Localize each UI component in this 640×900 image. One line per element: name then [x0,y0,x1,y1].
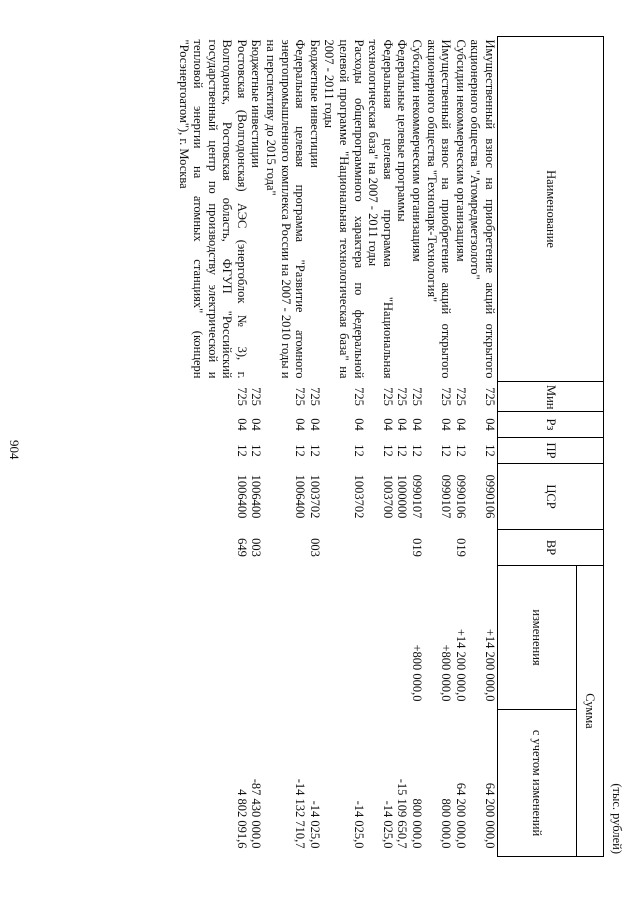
row-pr: 12 [293,444,308,457]
row-name: Ростовская (Волгодонская) АЭС (энергоблок № 3), г. Волгодонск, Ростовская область, ФГУП "Российский государственный центр по производству электрической и тепловой энергии на атомных станциях" (концерн "Росэнергоатом"), г. Москва [176,39,249,379]
row-pr: 12 [249,444,264,457]
row-name: Федеральная целевая программа "Национальная технологическая база" на 2007 - 2011 годы [366,39,395,379]
page-number: 904 [7,440,22,460]
row-total: -14 025,0 [351,800,366,849]
row-vr: 019 [453,538,468,557]
row-pr: 12 [483,444,497,457]
row-min: 725 [380,387,395,406]
row-name: Расходы общепрограммного характера по федеральной целевой программе "Национальная технологическая база" на 2007 - 2011 годы [322,39,366,379]
row-csr: 1006400 [293,474,308,519]
row-vr: 003 [249,538,264,557]
row-rz: 04 [293,418,308,431]
row-min: 725 [293,387,308,406]
header-pr: ПР [498,438,604,464]
row-min: 725 [439,387,454,406]
row-total: 64 200 000,0 [453,782,468,849]
row-vr: 019 [410,538,425,557]
row-pr: 12 [439,444,454,457]
row-name: Федеральные целевые программы [395,39,410,222]
row-min: 725 [410,387,425,406]
row-total: 64 200 000,0 [483,782,497,849]
table-row [409,37,424,857]
currency-note: (тыс. рублей) [610,783,624,854]
budget-table-sheet [142,36,624,856]
row-name: Бюджетные инвестиции [249,39,264,168]
row-pr: 12 [453,444,468,457]
row-rz: 04 [249,418,264,431]
row-pr: 12 [380,444,395,457]
table-row [366,37,395,857]
row-change [395,566,410,710]
row-csr: 0990107 [410,474,425,519]
row-rz: 04 [234,418,249,431]
budget-table [176,36,604,857]
row-pr: 12 [351,444,366,457]
row-rz: 04 [483,418,497,431]
row-min: 725 [351,387,366,406]
row-vr: 003 [307,538,322,557]
row-name: Имущественный взнос на приобретение акций открытого акционерного общества "Атомредметзолото" [468,39,497,379]
row-change [264,566,308,710]
row-pr: 12 [410,444,425,457]
row-min: 725 [483,387,497,406]
row-csr: 1000000 [395,474,410,519]
row-min: 725 [453,387,468,406]
table-row [264,37,308,857]
header-min: Мин [498,382,604,412]
row-total: 800 000,0 [439,798,454,849]
row-csr: 1006400 [234,474,249,519]
header-name: Наименование [498,37,604,382]
row-name: Субсидии некоммерческим организациям [453,39,468,262]
row-vr [395,530,410,566]
row-rz: 04 [439,418,454,431]
table-row [453,37,468,857]
row-vr: 649 [234,538,249,557]
row-csr: 1003702 [351,474,366,519]
row-vr [264,530,308,566]
row-csr: 0990107 [439,474,454,519]
table-row [395,37,410,857]
row-change [249,566,264,710]
row-csr: 0990106 [453,474,468,519]
row-min: 725 [395,387,410,406]
row-csr: 1006400 [249,474,264,519]
row-change: +14 200 000,0 [483,628,497,702]
header-vr: ВР [498,530,604,566]
row-pr: 12 [395,444,410,457]
row-csr: 1003700 [380,474,395,519]
row-csr: 0990106 [483,474,497,519]
row-change [176,566,249,710]
table-row [307,37,322,857]
header-change: изменения [498,566,577,710]
row-rz: 04 [453,418,468,431]
row-name: Бюджетные инвестиции [307,39,322,168]
row-rz: 04 [395,418,410,431]
row-min: 725 [307,387,322,406]
row-rz: 04 [351,418,366,431]
row-vr [468,530,498,566]
row-total: 800 000,0 [410,798,425,849]
row-vr [424,530,453,566]
row-name: Имущественный взнос на приобретение акций открытого акционерного общества "Технопарк-Технология" [424,39,454,379]
header-with-change: с учетом изменений [498,710,577,857]
row-name: Субсидии некоммерческим организациям [410,39,425,262]
row-total: -87 430 000,0 [249,778,264,849]
row-csr: 1003702 [307,474,322,519]
row-change: +800 000,0 [439,644,454,702]
row-rz: 04 [307,418,322,431]
row-change: +800 000,0 [410,644,425,702]
row-total: 4 802 091,6 [234,789,249,849]
table-row [322,37,366,857]
row-vr [322,530,366,566]
row-min: 725 [234,387,249,406]
row-rz: 04 [380,418,395,431]
row-min: 725 [249,387,264,406]
row-change: +14 200 000,0 [453,628,468,702]
row-rz: 04 [410,418,425,431]
row-total: -14 132 710,7 [293,778,308,849]
table-row [424,37,453,857]
row-vr [366,530,395,566]
header-rz: Рз [498,412,604,438]
header-sum: Сумма [577,566,604,857]
row-change [307,566,322,710]
table-row [468,37,498,857]
table-row [249,37,264,857]
row-total: -14 025,0 [380,800,395,849]
row-pr: 12 [307,444,322,457]
row-total: -15 109 650,7 [395,778,410,849]
table-row [176,37,249,857]
row-pr: 12 [234,444,249,457]
row-total: -14 025,0 [307,800,322,849]
row-name: Федеральная целевая программа "Развитие атомного энергопромышленного комплекса России на 2007 - 2010 годы и на перспективу до 2015 года" [264,39,308,379]
header-csr: ЦСР [498,464,604,530]
row-change [322,566,366,710]
row-change [366,566,395,710]
